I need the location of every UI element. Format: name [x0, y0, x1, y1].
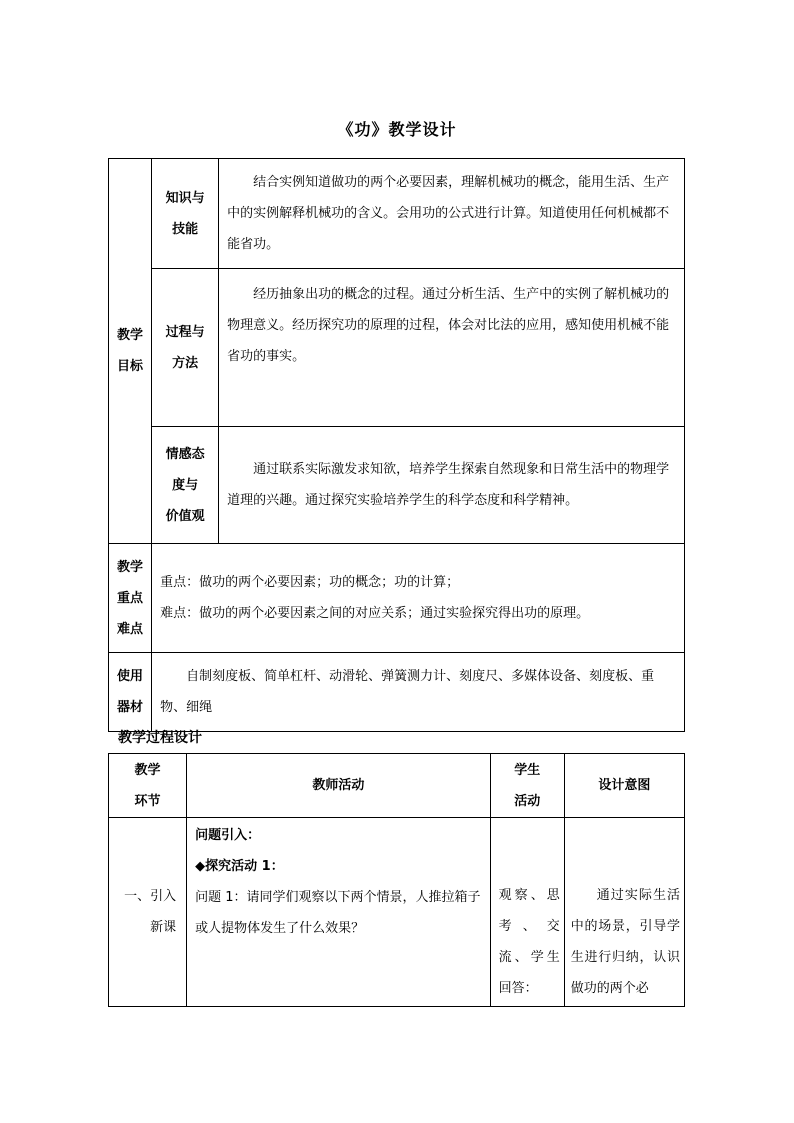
key-points-label — [109, 544, 152, 653]
header-phase-line: 教学 — [134, 762, 161, 778]
header-phase — [109, 754, 187, 818]
phase-line: 一、引入 — [124, 889, 177, 904]
key-points-row — [109, 544, 685, 653]
objectives-label-line: 目标 — [117, 359, 144, 374]
key-points-label-line: 教学 — [117, 559, 144, 575]
teacher-activity-cell — [187, 818, 491, 1007]
sub-label-line: 情感态 — [165, 446, 205, 462]
sub-label-knowledge — [152, 159, 219, 269]
objective-row-attitude — [109, 427, 685, 544]
question-text: 问题 1：请同学们观察以下两个情景，人推拉箱子或人提物体发生了什么效果？ — [195, 890, 481, 936]
sub-label-line: 方法 — [172, 355, 199, 371]
header-teacher: 教师活动 — [187, 754, 491, 818]
equipment-label — [109, 653, 152, 732]
objective-text-knowledge: 结合实例知道做功的两个必要因素，理解机械功的概念，能用生活、生产中的实例解释机械功的含义。会用功的公式进行计算。知道使用任何机械都不能省功。 — [219, 159, 685, 269]
activity-heading: ◆探究活动 1： — [195, 859, 284, 874]
sub-label-attitude — [152, 427, 219, 544]
header-student-line: 活动 — [514, 793, 541, 809]
header-student-line: 学生 — [514, 762, 541, 778]
phase-line: 新课 — [150, 920, 177, 935]
sub-label-process — [152, 269, 219, 427]
key-points-text — [152, 544, 685, 653]
equipment-label-line: 器材 — [117, 700, 144, 715]
objective-text-attitude: 通过联系实际激发求知欲，培养学生探索自然现象和日常生活中的物理学道理的兴趣。通过探究实验培养学生的科学态度和科学精神。 — [219, 427, 685, 544]
objective-text-process: 经历抽象出功的概念的过程。通过分析生活、生产中的实例了解机械功的物理意义。经历探究功的原理的过程，体会对比法的应用，感知使用机械不能省功的事实。 — [219, 269, 685, 427]
process-header-row — [109, 754, 685, 818]
header-phase-line: 环节 — [134, 793, 161, 809]
objectives-label — [109, 159, 152, 544]
difficult-point-line: 难点：做功的两个必要因素之间的对应关系；通过实验探究得出功的原理。 — [160, 606, 590, 621]
objective-row-process — [109, 269, 685, 427]
sub-label-line: 知识与 — [165, 190, 205, 206]
header-student — [490, 754, 564, 818]
objectives-table — [108, 158, 685, 732]
key-point-line: 重点：做功的两个必要因素；功的概念；功的计算； — [160, 575, 460, 590]
document-title: 《功》教学设计 — [337, 120, 457, 139]
sub-label-line: 过程与 — [165, 324, 205, 340]
header-intent: 设计意图 — [564, 754, 684, 818]
sub-label-line: 技能 — [172, 221, 199, 237]
intro-heading: 问题引入： — [195, 828, 261, 843]
objective-row-knowledge — [109, 159, 685, 269]
student-activity-cell: 观察、思考、交流、学生回答： — [490, 818, 564, 1007]
process-section-heading: 教学过程设计 — [118, 730, 202, 746]
process-table — [108, 753, 685, 1007]
objectives-label-line: 教学 — [117, 328, 144, 343]
sub-label-line: 价值观 — [165, 508, 205, 524]
design-intent-text: 通过实际生活中的场景，引导学生进行归纳，认识做功的两个必 — [570, 888, 680, 996]
equipment-row — [109, 653, 685, 732]
equipment-label-line: 使用 — [117, 669, 144, 684]
process-row-intro — [109, 818, 685, 1007]
sub-label-line: 度与 — [172, 477, 199, 493]
design-intent-cell — [564, 818, 684, 1007]
phase-cell — [109, 818, 187, 1007]
key-points-label-line: 重点 — [117, 590, 144, 606]
key-points-label-line: 难点 — [117, 621, 144, 637]
equipment-text: 自制刻度板、简单杠杆、动滑轮、弹簧测力计、刻度尺、多媒体设备、刻度板、重物、细绳 — [152, 653, 685, 732]
